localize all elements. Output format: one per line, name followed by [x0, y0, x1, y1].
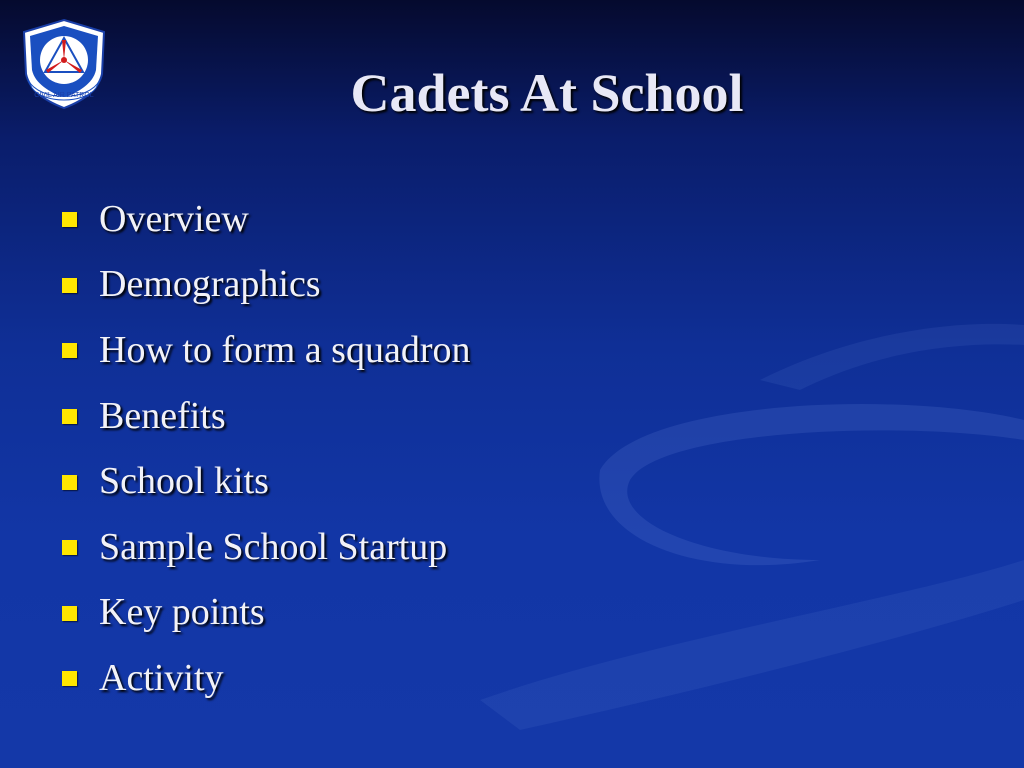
- bullet-text: How to form a squadron: [99, 328, 471, 371]
- list-item: [62, 645, 470, 711]
- list-item: [62, 580, 470, 646]
- list-item: [62, 383, 470, 449]
- square-bullet-icon: [62, 475, 77, 490]
- square-bullet-icon: [62, 671, 77, 686]
- list-item: [62, 448, 470, 514]
- bullet-text: School kits: [99, 460, 269, 503]
- bullet-list: [62, 186, 470, 711]
- square-bullet-icon: [62, 278, 77, 293]
- list-item: [62, 317, 470, 383]
- list-item: [62, 252, 470, 318]
- slide-title: Cadets At School: [350, 63, 744, 123]
- square-bullet-icon: [62, 606, 77, 621]
- bullet-text: Demographics: [99, 263, 321, 306]
- list-item: [62, 186, 470, 252]
- bullet-text: Sample School Startup: [99, 525, 448, 568]
- list-item: [62, 514, 470, 580]
- square-bullet-icon: [62, 540, 77, 555]
- square-bullet-icon: [62, 409, 77, 424]
- bullet-text: Benefits: [99, 394, 226, 437]
- logo-text: CIVIL AIR PATROL: [34, 92, 94, 99]
- square-bullet-icon: [62, 212, 77, 227]
- bullet-text: Activity: [99, 656, 224, 699]
- bullet-text: Key points: [99, 591, 265, 634]
- square-bullet-icon: [62, 343, 77, 358]
- bullet-text: Overview: [99, 197, 249, 240]
